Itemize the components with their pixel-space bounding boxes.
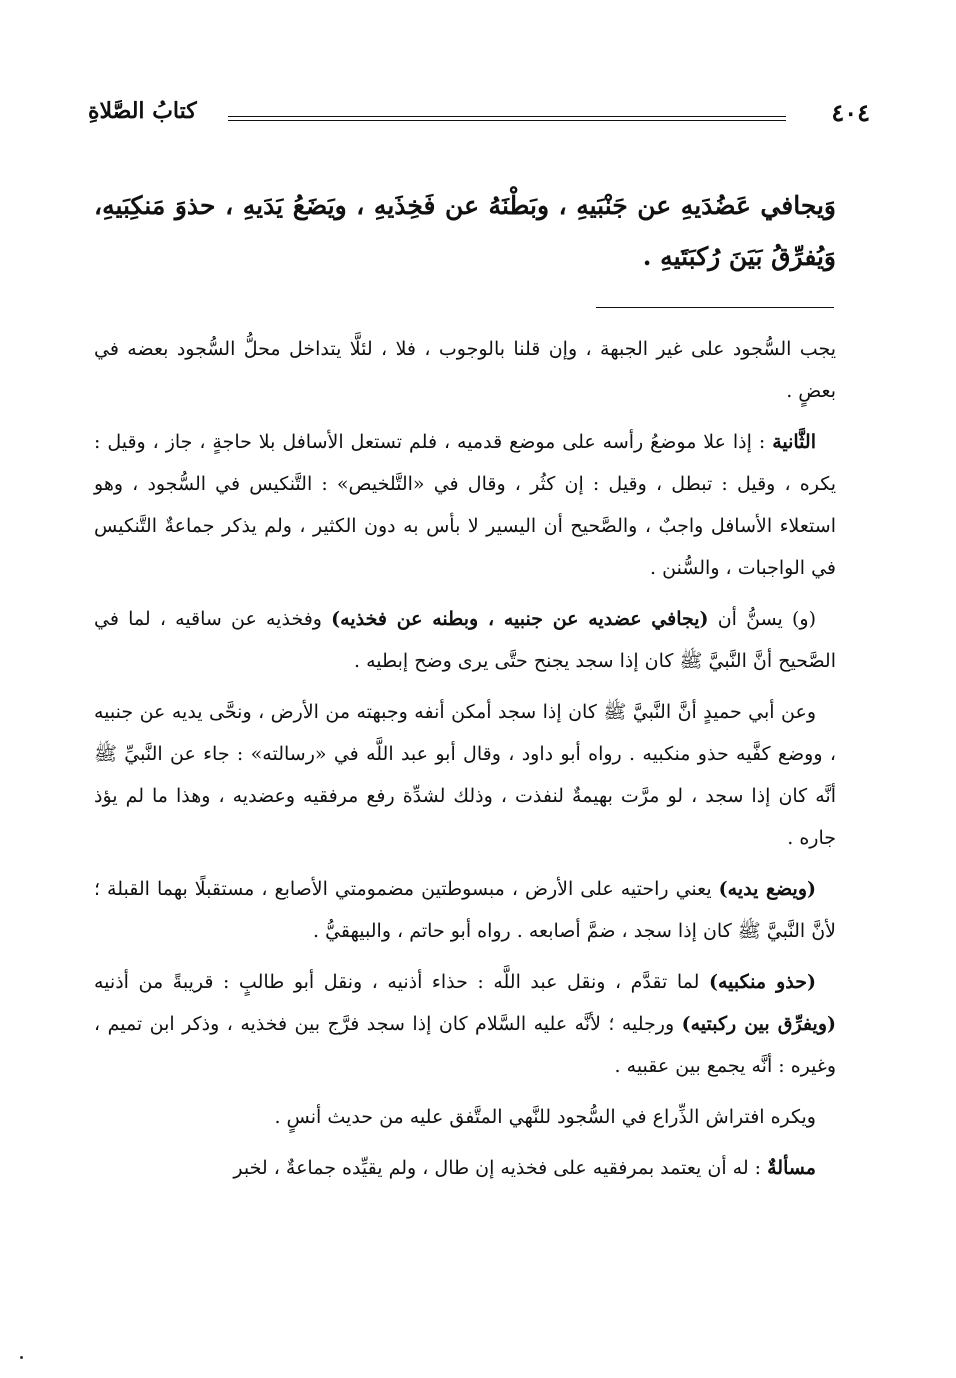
paragraph-3 xyxy=(94,598,836,682)
paragraph-6 xyxy=(94,961,836,1087)
paragraph-1 xyxy=(94,328,836,412)
header-rule xyxy=(228,116,786,121)
matn-quote-yufarriq: (ويفرِّق بين ركبتيه) xyxy=(681,1013,837,1035)
matn-quote-yujafi: (يجافي عضديه عن جنبيه ، وبطنه عن فخذيه) xyxy=(331,608,709,630)
heading-masala: مسألةٌ xyxy=(767,1157,816,1179)
page-number: ٤٠٤ xyxy=(831,98,870,127)
paragraph-8 xyxy=(94,1147,836,1189)
paragraph-3-text: وفخذيه عن ساقيه ، لما في الصَّحيح أنَّ النَّبيَّ ﷺ كان إذا سجد يجنح حتَّى يرى وضح إبطيه . xyxy=(94,608,836,672)
matn-text: وَيجافي عَضُدَيهِ عن جَنْبَيهِ ، وبَطْنَهُ عن فَخِذَيهِ ، ويَضَعُ يَدَيهِ ، حذوَ مَنكِبَيهِ، وَيُفرِّقُ بَيَنَ رُكبَتَيهِ . xyxy=(94,191,836,271)
paragraph-6-text-a: لما تقدَّم ، ونقل عبد اللَّه : حذاء أذنيه ، ونقل أبو طالبٍ : قريبةً من أذنيه xyxy=(94,971,709,993)
scan-speck xyxy=(20,1356,23,1359)
heading-al-thaniya: الثَّانية xyxy=(772,431,816,453)
paragraph-4 xyxy=(94,691,836,859)
paragraph-3-lead: (و) يسنُّ أن xyxy=(708,608,817,630)
paragraph-6-text-b: ورجليه ؛ لأنَّه عليه السَّلام كان إذا سجد فرَّج بين فخذيه ، وذكر ابن تميم ، وغيره : أنَّه يجمع بين عقبيه . xyxy=(94,1013,836,1077)
paragraph-7 xyxy=(94,1096,836,1138)
commentary-body xyxy=(94,328,836,1198)
paragraph-5 xyxy=(94,868,836,952)
matn-separator-rule xyxy=(596,307,834,308)
matn-quote-yadau: (ويضع يديه) xyxy=(718,878,816,900)
matn-quote-hadhw: (حذو منكبيه) xyxy=(708,971,816,993)
paragraph-8-text: : له أن يعتمد بمرفقيه على فخذيه إن طال ، ولم يقيِّده جماعةٌ ، لخبر xyxy=(233,1157,768,1179)
paragraph-2-text: : إذا علا موضعُ رأسه على موضع قدميه ، فلم تستعل الأسافل بلا حاجةٍ ، جاز ، وقيل : يكره ، وقيل : تبطل ، وقيل : إن كثُر ، وقال في «التَّلخيص» : التَّنكيس في السُّجود ، وهو استعلاء الأسافل واجبٌ ، والصَّحيح أن اليسير لا بأس به دون الكثير ، ولم يذكر جماعةٌ التَّنكيس في الواجبات ، والسُّنن . xyxy=(94,431,836,579)
paragraph-2 xyxy=(94,421,836,589)
paragraph-7-text: ويكره افتراش الذِّراع في السُّجود للنَّهي المتَّفق عليه من حديث أنسٍ . xyxy=(274,1106,816,1128)
paragraph-1-text: يجب السُّجود على غير الجبهة ، وإن قلنا بالوجوب ، فلا ، لئلَّا يتداخل محلُّ السُّجود بعضه في بعضٍ . xyxy=(94,338,836,402)
page-header xyxy=(88,98,870,138)
paragraph-5-text: يعني راحتيه على الأرض ، مبسوطتين مضمومتي الأصابع ، مستقبلًا بهما القبلة ؛ لأنَّ النَّبيَّ ﷺ كان إذا سجد ، ضمَّ أصابعه . رواه أبو حاتم ، والبيهقيُّ . xyxy=(94,878,836,942)
running-title: كتابُ الصَّلاةِ xyxy=(88,98,197,124)
paragraph-4-text: وعن أبي حميدٍ أنَّ النَّبيَّ ﷺ كان إذا سجد أمكن أنفه وجبهته من الأرض ، ونحَّى يديه عن جنبيه ، ووضع كفَّيه حذو منكبيه . رواه أبو داود ، وقال أبو عبد اللَّه في «رسالته» : جاء عن النَّبيِّ ﷺ أنَّه كان إذا سجد ، لو مرَّت بهيمةٌ لنفذت ، وذلك لشدِّة رفع مرفقيه وعضديه ، وهذا ما لم يؤذ جاره . xyxy=(94,701,836,849)
